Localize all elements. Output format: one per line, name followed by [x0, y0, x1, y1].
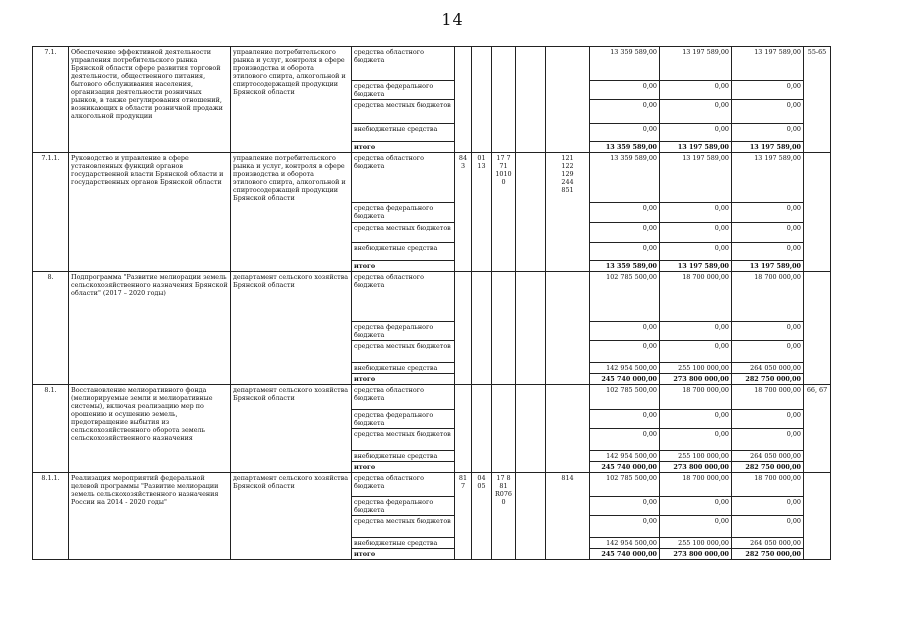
- amount-year-1: 0,00: [590, 81, 660, 100]
- funding-source: средства областного бюджета: [352, 153, 455, 203]
- code-csr: 17 7 71 10100: [492, 153, 516, 272]
- funding-source: внебюджетные средства: [352, 538, 455, 549]
- amount-year-2: 13 197 589,00: [660, 47, 732, 81]
- amount-year-3: 264 050 000,00: [732, 538, 804, 549]
- table-row: [33, 153, 831, 203]
- code-vr: [546, 47, 590, 153]
- code-empty: [516, 153, 546, 272]
- amount-year-2: 255 100 000,00: [660, 451, 732, 462]
- funding-source: средства областного бюджета: [352, 272, 455, 322]
- amount-year-3: 0,00: [732, 410, 804, 429]
- indicator-refs: 55-65: [804, 47, 831, 153]
- table-row: [33, 47, 831, 81]
- funding-source: средства местных бюджетов: [352, 341, 455, 363]
- code-rzpr: 04 05: [472, 473, 492, 560]
- amount-year-2: 0,00: [660, 341, 732, 363]
- amount-year-1: 0,00: [590, 429, 660, 451]
- amount-year-2: 0,00: [660, 322, 732, 341]
- amount-year-1: 142 954 500,00: [590, 538, 660, 549]
- amount-year-1: 0,00: [590, 497, 660, 516]
- amount-year-1: 0,00: [590, 203, 660, 223]
- amount-year-2: 0,00: [660, 124, 732, 142]
- budget-table: [32, 46, 831, 560]
- funding-source: средства федерального бюджета: [352, 322, 455, 341]
- code-csr: [492, 272, 516, 385]
- code-grbs: [455, 385, 472, 473]
- amount-year-2: 0,00: [660, 410, 732, 429]
- amount-year-1: 102 785 500,00: [590, 385, 660, 410]
- indicator-refs: [804, 153, 831, 272]
- amount-year-1: 0,00: [590, 223, 660, 243]
- amount-year-3: 264 050 000,00: [732, 451, 804, 462]
- table-row: [33, 473, 831, 497]
- funding-source: внебюджетные средства: [352, 124, 455, 142]
- code-empty: [516, 473, 546, 560]
- funding-source: средства местных бюджетов: [352, 223, 455, 243]
- table-row: [33, 272, 831, 322]
- item-name: Восстановление мелиоративного фонда (мелиорируемые земли и мелиоративные системы), включая реализацию мер по орошению и осушению земель, предотвращение выбытия из сельскохозяйственного оборота земель сельскохозяйственного назначения: [69, 385, 231, 473]
- funding-source: средства местных бюджетов: [352, 429, 455, 451]
- item-executor: департамент сельского хозяйства Брянской области: [231, 272, 352, 385]
- code-rzpr: [472, 272, 492, 385]
- code-csr: 17 8 81 R0760: [492, 473, 516, 560]
- amount-year-1: 13 359 589,00: [590, 261, 660, 272]
- amount-year-3: 13 197 589,00: [732, 261, 804, 272]
- amount-year-2: 0,00: [660, 203, 732, 223]
- item-number: 7.1.1.: [33, 153, 69, 272]
- funding-source: внебюджетные средства: [352, 363, 455, 374]
- amount-year-3: 18 700 000,00: [732, 473, 804, 497]
- amount-year-3: 282 750 000,00: [732, 462, 804, 473]
- code-csr: [492, 385, 516, 473]
- code-rzpr: [472, 47, 492, 153]
- item-name: Обеспечение эффективной деятельности управления потребительского рынка Брянской области сфере развития торговой деятельности, общественного питания, бытового обслуживания населения, организация деятельности розничных рынков, в также регулирования отношений, возникающих в области розничной продажи алкогольной продукции: [69, 47, 231, 153]
- amount-year-2: 13 197 589,00: [660, 261, 732, 272]
- amount-year-1: 13 359 589,00: [590, 153, 660, 203]
- amount-year-2: 0,00: [660, 100, 732, 124]
- funding-source: итого: [352, 261, 455, 272]
- code-vr: 814: [546, 473, 590, 560]
- code-csr: [492, 47, 516, 153]
- amount-year-1: 0,00: [590, 516, 660, 538]
- funding-source: внебюджетные средства: [352, 243, 455, 261]
- page-number: 14: [441, 10, 464, 29]
- amount-year-2: 18 700 000,00: [660, 272, 732, 322]
- amount-year-3: 0,00: [732, 497, 804, 516]
- funding-source: средства местных бюджетов: [352, 516, 455, 538]
- funding-source: внебюджетные средства: [352, 451, 455, 462]
- indicator-refs: [804, 473, 831, 560]
- amount-year-2: 273 800 000,00: [660, 374, 732, 385]
- amount-year-1: 142 954 500,00: [590, 363, 660, 374]
- amount-year-3: 0,00: [732, 429, 804, 451]
- funding-source: средства областного бюджета: [352, 385, 455, 410]
- funding-source: средства федерального бюджета: [352, 203, 455, 223]
- funding-source: средства федерального бюджета: [352, 81, 455, 100]
- code-grbs: 843: [455, 153, 472, 272]
- amount-year-3: 18 700 000,00: [732, 385, 804, 410]
- code-empty: [516, 385, 546, 473]
- code-grbs: [455, 47, 472, 153]
- amount-year-1: 0,00: [590, 410, 660, 429]
- funding-source: средства федерального бюджета: [352, 497, 455, 516]
- item-executor: управление потребительского рынка и услуг, контроля в сфере производства и оборота этилового спирта, алкогольной и спиртосодержащей продукции Брянской области: [231, 47, 352, 153]
- amount-year-2: 0,00: [660, 516, 732, 538]
- code-empty: [516, 272, 546, 385]
- amount-year-3: 0,00: [732, 124, 804, 142]
- amount-year-2: 13 197 589,00: [660, 142, 732, 153]
- indicator-refs: 66, 67: [804, 385, 831, 473]
- funding-source: итого: [352, 462, 455, 473]
- amount-year-1: 0,00: [590, 243, 660, 261]
- code-vr: [546, 272, 590, 385]
- amount-year-1: 0,00: [590, 341, 660, 363]
- funding-source: средства федерального бюджета: [352, 410, 455, 429]
- amount-year-1: 0,00: [590, 100, 660, 124]
- amount-year-3: 13 197 589,00: [732, 47, 804, 81]
- amount-year-3: 0,00: [732, 341, 804, 363]
- item-executor: департамент сельского хозяйства Брянской области: [231, 473, 352, 560]
- amount-year-1: 13 359 589,00: [590, 142, 660, 153]
- amount-year-1: 142 954 500,00: [590, 451, 660, 462]
- amount-year-2: 18 700 000,00: [660, 473, 732, 497]
- amount-year-1: 0,00: [590, 124, 660, 142]
- funding-source: средства областного бюджета: [352, 473, 455, 497]
- amount-year-2: 0,00: [660, 497, 732, 516]
- funding-source: средства областного бюджета: [352, 47, 455, 81]
- code-grbs: 817: [455, 473, 472, 560]
- amount-year-3: 264 050 000,00: [732, 363, 804, 374]
- amount-year-1: 245 740 000,00: [590, 462, 660, 473]
- item-executor: департамент сельского хозяйства Брянской области: [231, 385, 352, 473]
- funding-source: итого: [352, 142, 455, 153]
- amount-year-1: 13 359 589,00: [590, 47, 660, 81]
- code-empty: [516, 47, 546, 153]
- amount-year-3: 0,00: [732, 516, 804, 538]
- amount-year-2: 18 700 000,00: [660, 385, 732, 410]
- amount-year-1: 102 785 500,00: [590, 473, 660, 497]
- amount-year-2: 0,00: [660, 243, 732, 261]
- amount-year-3: 0,00: [732, 223, 804, 243]
- indicator-refs: [804, 272, 831, 385]
- amount-year-2: 0,00: [660, 81, 732, 100]
- amount-year-3: 0,00: [732, 100, 804, 124]
- item-executor: управление потребительского рынка и услуг, контроля в сфере производства и оборота этилового спирта, алкогольной и спиртосодержащей продукции Брянской области: [231, 153, 352, 272]
- item-number: 7.1.: [33, 47, 69, 153]
- amount-year-2: 0,00: [660, 223, 732, 243]
- amount-year-3: 18 700 000,00: [732, 272, 804, 322]
- amount-year-1: 245 740 000,00: [590, 374, 660, 385]
- code-vr: [546, 385, 590, 473]
- amount-year-2: 273 800 000,00: [660, 549, 732, 560]
- amount-year-3: 282 750 000,00: [732, 549, 804, 560]
- item-number: 8.1.1.: [33, 473, 69, 560]
- amount-year-2: 255 100 000,00: [660, 363, 732, 374]
- item-name: Руководство и управление в сфере установленных функций органов государственной власти Брянской области и государственных органов Брянской области: [69, 153, 231, 272]
- funding-source: итого: [352, 374, 455, 385]
- item-number: 8.: [33, 272, 69, 385]
- amount-year-2: 13 197 589,00: [660, 153, 732, 203]
- item-number: 8.1.: [33, 385, 69, 473]
- code-rzpr: 01 13: [472, 153, 492, 272]
- amount-year-1: 102 785 500,00: [590, 272, 660, 322]
- amount-year-1: 245 740 000,00: [590, 549, 660, 560]
- amount-year-3: 282 750 000,00: [732, 374, 804, 385]
- code-vr: 121 122 129 244 851: [546, 153, 590, 272]
- amount-year-3: 0,00: [732, 243, 804, 261]
- amount-year-2: 0,00: [660, 429, 732, 451]
- item-name: Подпрограмма "Развитие мелиорации земель сельскохозяйственного назначения Брянской области" (2017 – 2020 годы): [69, 272, 231, 385]
- table-row: [33, 385, 831, 410]
- code-rzpr: [472, 385, 492, 473]
- amount-year-3: 0,00: [732, 203, 804, 223]
- amount-year-3: 0,00: [732, 81, 804, 100]
- amount-year-2: 273 800 000,00: [660, 462, 732, 473]
- amount-year-3: 13 197 589,00: [732, 153, 804, 203]
- amount-year-3: 13 197 589,00: [732, 142, 804, 153]
- item-name: Реализация мероприятий федеральной целевой программы "Развитие мелиорации земель сельскохозяйственного назначения России на 2014 - 2020 годы": [69, 473, 231, 560]
- amount-year-1: 0,00: [590, 322, 660, 341]
- amount-year-3: 0,00: [732, 322, 804, 341]
- code-grbs: [455, 272, 472, 385]
- funding-source: средства местных бюджетов: [352, 100, 455, 124]
- amount-year-2: 255 100 000,00: [660, 538, 732, 549]
- funding-source: итого: [352, 549, 455, 560]
